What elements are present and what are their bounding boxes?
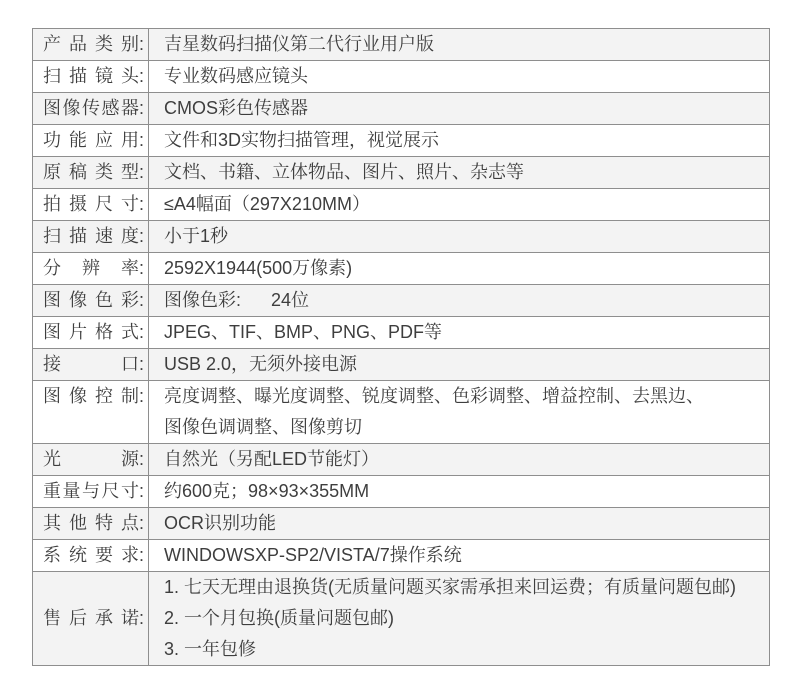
spec-label	[43, 61, 144, 92]
spec-label-cell	[33, 285, 149, 317]
spec-value-line: 2. 一个月包换(质量问题包邮)	[164, 608, 394, 628]
spec-label-colon: :	[138, 66, 144, 86]
spec-label-colon: :	[138, 34, 144, 54]
spec-row	[33, 508, 770, 540]
spec-label-colon: :	[138, 290, 144, 310]
spec-label-text: 扫描镜头	[43, 66, 139, 86]
spec-value-line: 图像色调调整、图像剪切	[164, 417, 362, 437]
spec-value-line: 约600克；98×93×355MM	[164, 481, 370, 501]
spec-row	[33, 349, 770, 381]
spec-row	[33, 572, 770, 666]
spec-label	[43, 29, 144, 60]
spec-value-line: 自然光（另配LED节能灯）	[164, 449, 380, 469]
spec-value-cell	[149, 29, 770, 61]
spec-value-cell	[149, 508, 770, 540]
spec-value-cell	[149, 381, 770, 444]
spec-value-cell	[149, 157, 770, 189]
spec-label-text: 图像传感器	[43, 98, 139, 118]
spec-value-cell	[149, 349, 770, 381]
spec-label	[43, 125, 144, 156]
spec-label-cell	[33, 444, 149, 476]
spec-value-line: OCR识别功能	[164, 513, 276, 533]
spec-label-text: 图像色彩	[43, 290, 139, 310]
spec-value-line: CMOS彩色传感器	[164, 98, 308, 118]
spec-label-colon: :	[138, 258, 144, 278]
spec-row	[33, 221, 770, 253]
spec-label-text: 拍摄尺寸	[43, 194, 139, 214]
spec-label-text: 售后承诺	[43, 608, 139, 628]
spec-label-text: 扫描速度	[43, 226, 139, 246]
spec-label-text: 功能应用	[43, 130, 139, 150]
product-spec-table	[32, 28, 770, 666]
spec-value-line: 图像色彩: 24位	[164, 290, 310, 310]
spec-label-colon: :	[138, 354, 144, 374]
spec-value-cell	[149, 253, 770, 285]
spec-label-cell	[33, 476, 149, 508]
spec-label-cell	[33, 61, 149, 93]
spec-label	[43, 476, 144, 507]
spec-label-text: 系统要求	[43, 545, 139, 565]
spec-label-cell	[33, 540, 149, 572]
spec-label-cell	[33, 572, 149, 666]
spec-value-line: 3. 一年包修	[164, 639, 257, 659]
spec-label	[43, 444, 144, 475]
spec-label-cell	[33, 93, 149, 125]
spec-value-line: 吉星数码扫描仪第二代行业用户版	[164, 34, 434, 54]
spec-row	[33, 189, 770, 221]
spec-row	[33, 93, 770, 125]
spec-table	[32, 28, 770, 666]
spec-label	[43, 253, 144, 284]
spec-label	[43, 508, 144, 539]
spec-label-cell	[33, 189, 149, 221]
spec-label-cell	[33, 29, 149, 61]
spec-label	[43, 221, 144, 252]
spec-label-cell	[33, 157, 149, 189]
spec-row	[33, 157, 770, 189]
spec-value-line: WINDOWSXP-SP2/VISTA/7操作系统	[164, 545, 462, 565]
spec-value-line: JPEG、TIF、BMP、PNG、PDF等	[164, 322, 443, 342]
spec-label-colon: :	[138, 449, 144, 469]
spec-value-cell	[149, 93, 770, 125]
spec-row	[33, 285, 770, 317]
spec-value-line: 文档、书籍、立体物品、图片、照片、杂志等	[164, 162, 524, 182]
spec-value-line: 专业数码感应镜头	[164, 66, 308, 86]
spec-row	[33, 317, 770, 349]
spec-value-line: 1. 七天无理由退换货(无质量问题买家需承担来回运费；有质量问题包邮)	[164, 577, 736, 597]
spec-label-cell	[33, 125, 149, 157]
spec-value-cell	[149, 444, 770, 476]
spec-label	[43, 317, 144, 348]
spec-value-line: 2592X1944(500万像素)	[164, 258, 353, 278]
spec-label-text: 分辨率	[43, 258, 139, 278]
spec-label-text: 光源	[43, 449, 139, 469]
spec-value-cell	[149, 125, 770, 157]
spec-value-line: USB 2.0，无须外接电源	[164, 354, 358, 374]
spec-row	[33, 125, 770, 157]
spec-label-cell	[33, 317, 149, 349]
spec-label-colon: :	[138, 481, 144, 501]
spec-label	[43, 285, 144, 316]
spec-label-text: 重量与尺寸	[43, 481, 139, 501]
spec-label	[43, 381, 144, 412]
spec-label	[43, 349, 144, 380]
spec-label-text: 图片格式	[43, 322, 139, 342]
spec-value-line: ≤A4幅面（297X210MM）	[164, 194, 370, 214]
spec-label-cell	[33, 221, 149, 253]
spec-row	[33, 253, 770, 285]
spec-label-cell	[33, 508, 149, 540]
spec-value-cell	[149, 61, 770, 93]
spec-label-colon: :	[138, 608, 144, 628]
spec-label	[43, 540, 144, 571]
spec-value-cell	[149, 540, 770, 572]
spec-label	[43, 603, 144, 634]
spec-label-text: 原稿类型	[43, 162, 139, 182]
spec-row	[33, 381, 770, 444]
spec-label-colon: :	[138, 386, 144, 406]
spec-label-colon: :	[138, 513, 144, 533]
spec-value-line: 小于1秒	[164, 226, 229, 246]
spec-label-text: 其他特点	[43, 513, 139, 533]
spec-value-line: 亮度调整、曝光度调整、锐度调整、色彩调整、增益控制、去黑边、	[164, 386, 704, 406]
spec-label-text: 接口	[43, 354, 139, 374]
spec-label-cell	[33, 253, 149, 285]
spec-row	[33, 540, 770, 572]
spec-row	[33, 444, 770, 476]
spec-value-cell	[149, 572, 770, 666]
spec-value-cell	[149, 221, 770, 253]
spec-label-colon: :	[138, 98, 144, 118]
spec-value-cell	[149, 476, 770, 508]
spec-label	[43, 157, 144, 188]
spec-label-colon: :	[138, 194, 144, 214]
spec-label-text: 产品类别	[43, 34, 139, 54]
spec-row	[33, 476, 770, 508]
spec-row	[33, 61, 770, 93]
spec-label-colon: :	[138, 545, 144, 565]
spec-label	[43, 189, 144, 220]
spec-label-text: 图像控制	[43, 386, 139, 406]
spec-label-cell	[33, 381, 149, 444]
spec-value-line: 文件和3D实物扫描管理，视觉展示	[164, 130, 440, 150]
spec-value-cell	[149, 317, 770, 349]
spec-label	[43, 93, 144, 124]
spec-label-cell	[33, 349, 149, 381]
spec-label-colon: :	[138, 130, 144, 150]
spec-label-colon: :	[138, 162, 144, 182]
spec-label-colon: :	[138, 226, 144, 246]
spec-row	[33, 29, 770, 61]
spec-value-cell	[149, 285, 770, 317]
spec-value-cell	[149, 189, 770, 221]
spec-label-colon: :	[138, 322, 144, 342]
